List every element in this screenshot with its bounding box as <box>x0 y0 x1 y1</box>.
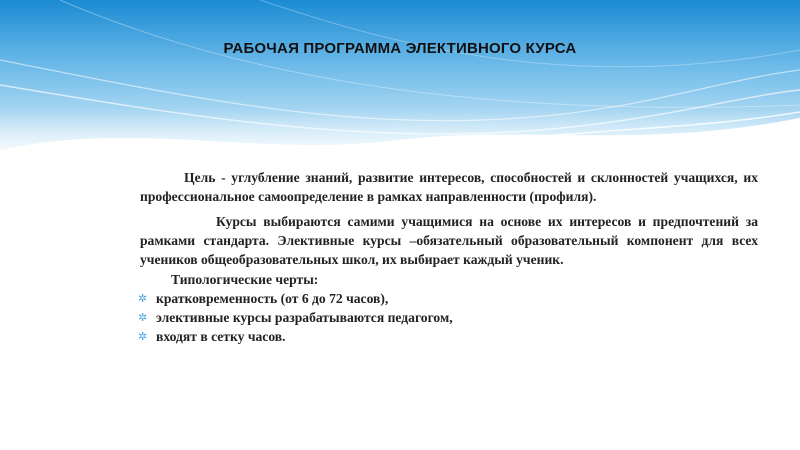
slide-title: РАБОЧАЯ ПРОГРАММА ЭЛЕКТИВНОГО КУРСА <box>223 40 577 57</box>
list-item-text: кратковременность (от 6 до 72 часов), <box>156 291 389 306</box>
asterisk-icon: ✲ <box>138 292 148 305</box>
header-wave-background <box>0 0 800 170</box>
typology-heading: Типологические черты: <box>171 272 319 287</box>
goal-paragraph: Цель - углубление знаний, развитие интересов, способностей и склонностей учащихся, их профессиональное самоопределение в рамках направленности (профиля). <box>140 170 758 204</box>
asterisk-icon: ✲ <box>138 330 148 343</box>
list-item <box>138 308 758 327</box>
list-item-text: входят в сетку часов. <box>156 329 286 344</box>
courses-paragraph: Курсы выбираются самими учащимися на основе их интересов и предпочтений за рамками стандарта. Элективные курсы –обязательный образовательный компонент для всех учеников общеобразовательных школ, их выбирает каждый ученик. <box>140 214 758 267</box>
list-item <box>138 327 758 346</box>
list-item <box>138 289 758 308</box>
asterisk-icon: ✲ <box>138 311 148 324</box>
slide-body <box>140 168 758 346</box>
typology-list <box>140 289 758 346</box>
list-item-text: элективные курсы разрабатываются педагогом, <box>156 310 453 325</box>
